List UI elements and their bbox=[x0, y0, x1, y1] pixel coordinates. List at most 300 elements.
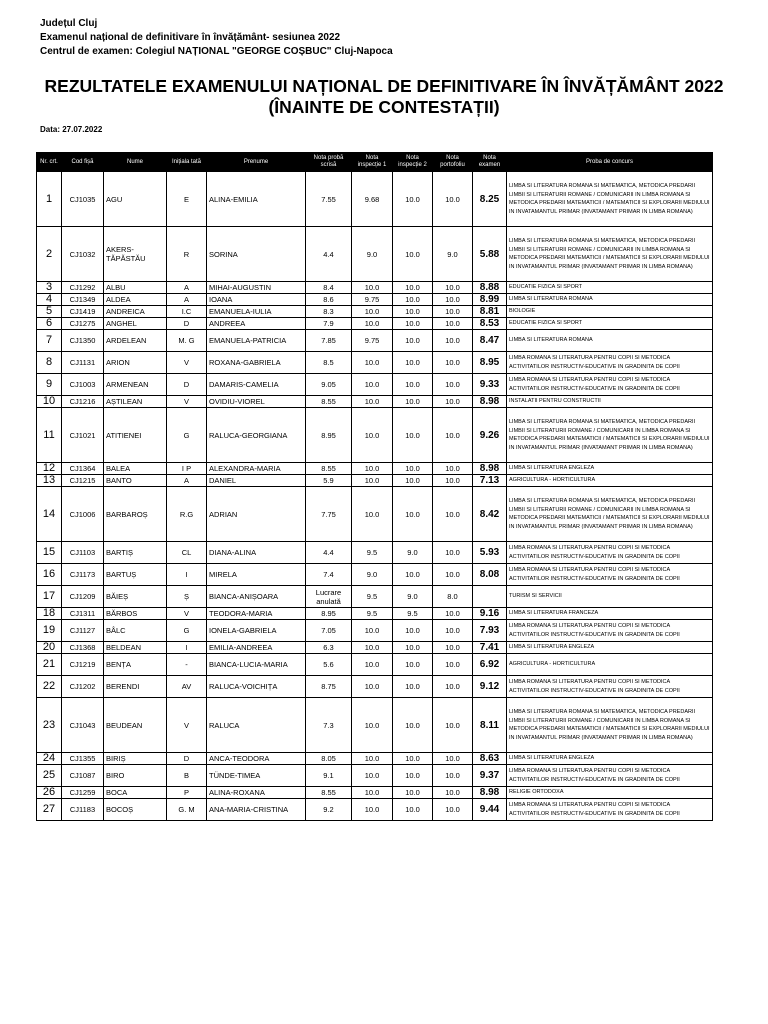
row-number-cell: 17 bbox=[37, 586, 62, 608]
table-row bbox=[37, 396, 713, 408]
nota-inspectie-2-cell: 10.0 bbox=[393, 654, 433, 676]
nota-examen-cell: 8.88 bbox=[473, 282, 507, 294]
nota-inspectie-2-cell: 10.0 bbox=[393, 396, 433, 408]
initiala-tata-cell: AV bbox=[167, 676, 207, 698]
nota-inspectie-1-cell: 9.68 bbox=[352, 172, 393, 227]
nume-cell: ARION bbox=[104, 352, 167, 374]
nota-inspectie-2-cell: 10.0 bbox=[393, 352, 433, 374]
proba-de-concurs-cell: LIMBA SI LITERATURA ROMANA SI MATEMATICA, METODICA PREDARII LIMBII SI LITERATURII ROMANE / COMUNICARII IN LIMBA ROMANA SI METODICA PREDARII MATEMATICII / MATEMATICII SI EXPLORARII MEDIULUI IN INVATAMANTUL PRIMAR (INVATAMANT PRIMAR IN LIMBA ROMANA) bbox=[507, 408, 713, 463]
prenume-cell: ANCA-TEODORA bbox=[207, 753, 306, 765]
cod-fisa-cell: CJ1350 bbox=[62, 330, 104, 352]
initiala-tata-cell: B bbox=[167, 765, 207, 787]
col-header-initiala: Inițiala tată bbox=[167, 153, 207, 172]
nota-proba-scrisa-cell: 7.05 bbox=[306, 620, 352, 642]
nota-examen-cell: 8.53 bbox=[473, 318, 507, 330]
table-row bbox=[37, 318, 713, 330]
cod-fisa-cell: CJ1006 bbox=[62, 487, 104, 542]
nume-cell: ATITIENEI bbox=[104, 408, 167, 463]
nota-inspectie-1-cell: 10.0 bbox=[352, 642, 393, 654]
nume-cell: BĂRBOS bbox=[104, 608, 167, 620]
nota-proba-scrisa-cell: 7.75 bbox=[306, 487, 352, 542]
cod-fisa-cell: CJ1103 bbox=[62, 542, 104, 564]
nota-inspectie-2-cell: 10.0 bbox=[393, 282, 433, 294]
nota-examen-cell: 5.88 bbox=[473, 227, 507, 282]
prenume-cell: MIHAI-AUGUSTIN bbox=[207, 282, 306, 294]
nume-cell: BARBAROȘ bbox=[104, 487, 167, 542]
nume-cell: BARTIȘ bbox=[104, 542, 167, 564]
col-header-portofoliu: Nota portofoliu bbox=[433, 153, 473, 172]
col-header-inspectie-2: Nota inspecție 2 bbox=[393, 153, 433, 172]
nume-cell: ALDEA bbox=[104, 294, 167, 306]
initiala-tata-cell: D bbox=[167, 753, 207, 765]
nota-portofoliu-cell: 10.0 bbox=[433, 374, 473, 396]
proba-de-concurs-cell: LIMBA SI LITERATURA ROMANA bbox=[507, 294, 713, 306]
nota-inspectie-2-cell: 10.0 bbox=[393, 374, 433, 396]
col-header-cod: Cod fișă bbox=[62, 153, 104, 172]
nota-proba-scrisa-cell: 7.85 bbox=[306, 330, 352, 352]
cod-fisa-cell: CJ1209 bbox=[62, 586, 104, 608]
nota-inspectie-2-cell: 10.0 bbox=[393, 753, 433, 765]
proba-de-concurs-cell: LIMBA ROMANA SI LITERATURA PENTRU COPII SI METODICA ACTIVITATILOR INSTRUCTIV-EDUCATIVE IN GRADINITA DE COPII bbox=[507, 620, 713, 642]
nota-portofoliu-cell: 10.0 bbox=[433, 463, 473, 475]
initiala-tata-cell: A bbox=[167, 475, 207, 487]
row-number-cell: 7 bbox=[37, 330, 62, 352]
row-number-cell: 1 bbox=[37, 172, 62, 227]
nota-inspectie-2-cell: 10.0 bbox=[393, 698, 433, 753]
nota-proba-scrisa-cell: 4.4 bbox=[306, 542, 352, 564]
nota-inspectie-2-cell: 9.0 bbox=[393, 542, 433, 564]
page-title bbox=[0, 76, 768, 118]
prenume-cell: DANIEL bbox=[207, 475, 306, 487]
prenume-cell: EMANUELA-PATRICIA bbox=[207, 330, 306, 352]
nume-cell: AGU bbox=[104, 172, 167, 227]
cod-fisa-cell: CJ1215 bbox=[62, 475, 104, 487]
nota-examen-cell: 9.37 bbox=[473, 765, 507, 787]
cod-fisa-cell: CJ1131 bbox=[62, 352, 104, 374]
cod-fisa-cell: CJ1202 bbox=[62, 676, 104, 698]
table-row bbox=[37, 564, 713, 586]
nota-proba-scrisa-cell: 5.6 bbox=[306, 654, 352, 676]
nota-examen-cell: 8.63 bbox=[473, 753, 507, 765]
initiala-tata-cell: R bbox=[167, 227, 207, 282]
nota-inspectie-1-cell: 10.0 bbox=[352, 799, 393, 821]
table-row bbox=[37, 787, 713, 799]
initiala-tata-cell: A bbox=[167, 294, 207, 306]
nota-examen-cell: 8.99 bbox=[473, 294, 507, 306]
row-number-cell: 18 bbox=[37, 608, 62, 620]
nota-portofoliu-cell: 10.0 bbox=[433, 306, 473, 318]
nota-inspectie-1-cell: 9.75 bbox=[352, 294, 393, 306]
table-row bbox=[37, 799, 713, 821]
prenume-cell: SORINA bbox=[207, 227, 306, 282]
nota-inspectie-1-cell: 9.75 bbox=[352, 330, 393, 352]
row-number-cell: 14 bbox=[37, 487, 62, 542]
nota-portofoliu-cell: 10.0 bbox=[433, 765, 473, 787]
document-header bbox=[40, 17, 393, 59]
prenume-cell: RALUCA-VOICHIȚA bbox=[207, 676, 306, 698]
initiala-tata-cell: G. M bbox=[167, 799, 207, 821]
prenume-cell: DAMARIS-CAMELIA bbox=[207, 374, 306, 396]
proba-de-concurs-cell: LIMBA SI LITERATURA ROMANA bbox=[507, 330, 713, 352]
nota-examen-cell bbox=[473, 586, 507, 608]
row-number-cell: 2 bbox=[37, 227, 62, 282]
nota-inspectie-1-cell: 10.0 bbox=[352, 787, 393, 799]
table-row bbox=[37, 282, 713, 294]
nota-portofoliu-cell: 10.0 bbox=[433, 352, 473, 374]
nota-proba-scrisa-cell: Lucrare anulată bbox=[306, 586, 352, 608]
nota-proba-scrisa-cell: 7.3 bbox=[306, 698, 352, 753]
nota-portofoliu-cell: 10.0 bbox=[433, 487, 473, 542]
title-line-2: (ÎNAINTE DE CONTESTAȚII) bbox=[268, 97, 500, 117]
proba-de-concurs-cell: INSTALATII PENTRU CONSTRUCTII bbox=[507, 396, 713, 408]
proba-de-concurs-cell: LIMBA ROMANA SI LITERATURA PENTRU COPII SI METODICA ACTIVITATILOR INSTRUCTIV-EDUCATIVE IN GRADINITA DE COPII bbox=[507, 799, 713, 821]
nota-inspectie-1-cell: 10.0 bbox=[352, 463, 393, 475]
nota-examen-cell: 8.98 bbox=[473, 463, 507, 475]
nota-portofoliu-cell: 10.0 bbox=[433, 620, 473, 642]
row-number-cell: 21 bbox=[37, 654, 62, 676]
table-header-row bbox=[37, 153, 713, 172]
proba-de-concurs-cell: LIMBA ROMANA SI LITERATURA PENTRU COPII SI METODICA ACTIVITATILOR INSTRUCTIV-EDUCATIVE IN GRADINITA DE COPII bbox=[507, 676, 713, 698]
county-line: Județul Cluj bbox=[40, 18, 98, 29]
proba-de-concurs-cell: AGRICULTURA - HORTICULTURA bbox=[507, 654, 713, 676]
initiala-tata-cell: I P bbox=[167, 463, 207, 475]
nume-cell: ANDREICA bbox=[104, 306, 167, 318]
nota-proba-scrisa-cell: 8.05 bbox=[306, 753, 352, 765]
nota-portofoliu-cell: 9.0 bbox=[433, 227, 473, 282]
initiala-tata-cell: G bbox=[167, 408, 207, 463]
nota-proba-scrisa-cell: 8.55 bbox=[306, 463, 352, 475]
table-row bbox=[37, 765, 713, 787]
col-header-nota-scrisa: Nota probă scrisă bbox=[306, 153, 352, 172]
cod-fisa-cell: CJ1419 bbox=[62, 306, 104, 318]
prenume-cell: TÜNDE-TIMEA bbox=[207, 765, 306, 787]
nota-examen-cell: 9.12 bbox=[473, 676, 507, 698]
table-row bbox=[37, 306, 713, 318]
nume-cell: BOCOȘ bbox=[104, 799, 167, 821]
row-number-cell: 6 bbox=[37, 318, 62, 330]
cod-fisa-cell: CJ1183 bbox=[62, 799, 104, 821]
cod-fisa-cell: CJ1043 bbox=[62, 698, 104, 753]
nota-inspectie-2-cell: 10.0 bbox=[393, 227, 433, 282]
nota-portofoliu-cell: 10.0 bbox=[433, 654, 473, 676]
nota-examen-cell: 8.08 bbox=[473, 564, 507, 586]
nota-inspectie-2-cell: 10.0 bbox=[393, 318, 433, 330]
initiala-tata-cell: Ș bbox=[167, 586, 207, 608]
nota-inspectie-1-cell: 10.0 bbox=[352, 352, 393, 374]
nota-portofoliu-cell: 10.0 bbox=[433, 698, 473, 753]
nota-portofoliu-cell: 8.0 bbox=[433, 586, 473, 608]
nota-examen-cell: 7.93 bbox=[473, 620, 507, 642]
row-number-cell: 19 bbox=[37, 620, 62, 642]
nota-proba-scrisa-cell: 8.5 bbox=[306, 352, 352, 374]
proba-de-concurs-cell: EDUCATIE FIZICA SI SPORT bbox=[507, 318, 713, 330]
nota-proba-scrisa-cell: 8.6 bbox=[306, 294, 352, 306]
nota-examen-cell: 7.13 bbox=[473, 475, 507, 487]
cod-fisa-cell: CJ1173 bbox=[62, 564, 104, 586]
prenume-cell: MIRELA bbox=[207, 564, 306, 586]
nume-cell: BIRO bbox=[104, 765, 167, 787]
cod-fisa-cell: CJ1368 bbox=[62, 642, 104, 654]
nota-proba-scrisa-cell: 8.75 bbox=[306, 676, 352, 698]
nota-inspectie-1-cell: 9.5 bbox=[352, 542, 393, 564]
nota-inspectie-2-cell: 10.0 bbox=[393, 475, 433, 487]
row-number-cell: 15 bbox=[37, 542, 62, 564]
nota-examen-cell: 9.26 bbox=[473, 408, 507, 463]
row-number-cell: 16 bbox=[37, 564, 62, 586]
nota-examen-cell: 8.98 bbox=[473, 787, 507, 799]
cod-fisa-cell: CJ1311 bbox=[62, 608, 104, 620]
nota-inspectie-1-cell: 10.0 bbox=[352, 318, 393, 330]
row-number-cell: 13 bbox=[37, 475, 62, 487]
cod-fisa-cell: CJ1292 bbox=[62, 282, 104, 294]
nota-inspectie-2-cell: 10.0 bbox=[393, 564, 433, 586]
nota-inspectie-2-cell: 10.0 bbox=[393, 642, 433, 654]
col-header-nume: Nume bbox=[104, 153, 167, 172]
cod-fisa-cell: CJ1219 bbox=[62, 654, 104, 676]
results-table bbox=[36, 152, 713, 821]
table-row bbox=[37, 586, 713, 608]
proba-de-concurs-cell: RELIGIE ORTODOXA bbox=[507, 787, 713, 799]
nota-inspectie-1-cell: 10.0 bbox=[352, 698, 393, 753]
row-number-cell: 10 bbox=[37, 396, 62, 408]
table-row bbox=[37, 608, 713, 620]
table-row bbox=[37, 227, 713, 282]
row-number-cell: 8 bbox=[37, 352, 62, 374]
nota-proba-scrisa-cell: 8.4 bbox=[306, 282, 352, 294]
nota-examen-cell: 8.25 bbox=[473, 172, 507, 227]
nota-proba-scrisa-cell: 5.9 bbox=[306, 475, 352, 487]
initiala-tata-cell: D bbox=[167, 374, 207, 396]
nume-cell: BEUDEAN bbox=[104, 698, 167, 753]
nota-inspectie-2-cell: 10.0 bbox=[393, 463, 433, 475]
cod-fisa-cell: CJ1275 bbox=[62, 318, 104, 330]
nota-proba-scrisa-cell: 9.1 bbox=[306, 765, 352, 787]
proba-de-concurs-cell: LIMBA ROMANA SI LITERATURA PENTRU COPII SI METODICA ACTIVITATILOR INSTRUCTIV-EDUCATIVE IN GRADINITA DE COPII bbox=[507, 564, 713, 586]
nota-inspectie-2-cell: 10.0 bbox=[393, 408, 433, 463]
nota-examen-cell: 5.93 bbox=[473, 542, 507, 564]
proba-de-concurs-cell: LIMBA SI LITERATURA ENGLEZA bbox=[507, 642, 713, 654]
nume-cell: ALBU bbox=[104, 282, 167, 294]
nota-proba-scrisa-cell: 8.95 bbox=[306, 408, 352, 463]
nota-inspectie-1-cell: 10.0 bbox=[352, 765, 393, 787]
nume-cell: AKERS-TĂPĂSTĂU bbox=[104, 227, 167, 282]
nota-inspectie-2-cell: 10.0 bbox=[393, 487, 433, 542]
proba-de-concurs-cell: LIMBA SI LITERATURA ROMANA SI MATEMATICA, METODICA PREDARII LIMBII SI LITERATURII ROMANE / COMUNICARII IN LIMBA ROMANA SI METODICA PREDARII MATEMATICII / MATEMATICII SI EXPLORARII MEDIULUI IN INVATAMANTUL PRIMAR (INVATAMANT PRIMAR IN LIMBA ROMANA) bbox=[507, 227, 713, 282]
col-header-prenume: Prenume bbox=[207, 153, 306, 172]
table-row bbox=[37, 620, 713, 642]
row-number-cell: 3 bbox=[37, 282, 62, 294]
nota-proba-scrisa-cell: 8.3 bbox=[306, 306, 352, 318]
proba-de-concurs-cell: LIMBA SI LITERATURA FRANCEZA bbox=[507, 608, 713, 620]
nota-portofoliu-cell: 10.0 bbox=[433, 564, 473, 586]
nume-cell: BENȚA bbox=[104, 654, 167, 676]
nota-inspectie-2-cell: 10.0 bbox=[393, 306, 433, 318]
document-date: Data: 27.07.2022 bbox=[40, 125, 103, 134]
nota-examen-cell: 9.16 bbox=[473, 608, 507, 620]
nota-portofoliu-cell: 10.0 bbox=[433, 608, 473, 620]
nota-portofoliu-cell: 10.0 bbox=[433, 799, 473, 821]
proba-de-concurs-cell: LIMBA SI LITERATURA ROMANA SI MATEMATICA, METODICA PREDARII LIMBII SI LITERATURII ROMANE / COMUNICARII IN LIMBA ROMANA SI METODICA PREDARII MATEMATICII / MATEMATICII SI EXPLORARII MEDIULUI IN INVATAMANTUL PRIMAR (INVATAMANT PRIMAR IN LIMBA ROMANA) bbox=[507, 487, 713, 542]
prenume-cell: TEODORA-MARIA bbox=[207, 608, 306, 620]
row-number-cell: 27 bbox=[37, 799, 62, 821]
prenume-cell: ALINA-ROXANA bbox=[207, 787, 306, 799]
cod-fisa-cell: CJ1259 bbox=[62, 787, 104, 799]
initiala-tata-cell: V bbox=[167, 352, 207, 374]
nota-portofoliu-cell: 10.0 bbox=[433, 408, 473, 463]
row-number-cell: 9 bbox=[37, 374, 62, 396]
proba-de-concurs-cell: LIMBA SI LITERATURA ENGLEZA bbox=[507, 753, 713, 765]
nume-cell: ANGHEL bbox=[104, 318, 167, 330]
cod-fisa-cell: CJ1127 bbox=[62, 620, 104, 642]
table-row bbox=[37, 542, 713, 564]
nume-cell: BARTUȘ bbox=[104, 564, 167, 586]
initiala-tata-cell: G bbox=[167, 620, 207, 642]
initiala-tata-cell: CL bbox=[167, 542, 207, 564]
nota-inspectie-1-cell: 10.0 bbox=[352, 306, 393, 318]
nota-proba-scrisa-cell: 8.95 bbox=[306, 608, 352, 620]
nume-cell: BELDEAN bbox=[104, 642, 167, 654]
nota-inspectie-1-cell: 10.0 bbox=[352, 753, 393, 765]
nota-inspectie-1-cell: 10.0 bbox=[352, 620, 393, 642]
table-row bbox=[37, 698, 713, 753]
cod-fisa-cell: CJ1087 bbox=[62, 765, 104, 787]
nume-cell: BIRIȘ bbox=[104, 753, 167, 765]
cod-fisa-cell: CJ1035 bbox=[62, 172, 104, 227]
cod-fisa-cell: CJ1349 bbox=[62, 294, 104, 306]
proba-de-concurs-cell: LIMBA ROMANA SI LITERATURA PENTRU COPII SI METODICA ACTIVITATILOR INSTRUCTIV-EDUCATIVE IN GRADINITA DE COPII bbox=[507, 542, 713, 564]
col-header-nr: Nr. crt. bbox=[37, 153, 62, 172]
table-row bbox=[37, 475, 713, 487]
prenume-cell: ADRIAN bbox=[207, 487, 306, 542]
prenume-cell: RALUCA bbox=[207, 698, 306, 753]
row-number-cell: 12 bbox=[37, 463, 62, 475]
nota-examen-cell: 8.42 bbox=[473, 487, 507, 542]
nota-portofoliu-cell: 10.0 bbox=[433, 396, 473, 408]
row-number-cell: 4 bbox=[37, 294, 62, 306]
nota-inspectie-2-cell: 10.0 bbox=[393, 765, 433, 787]
table-row bbox=[37, 408, 713, 463]
nota-inspectie-2-cell: 10.0 bbox=[393, 620, 433, 642]
proba-de-concurs-cell: LIMBA ROMANA SI LITERATURA PENTRU COPII SI METODICA ACTIVITATILOR INSTRUCTIV-EDUCATIVE IN GRADINITA DE COPII bbox=[507, 765, 713, 787]
nota-proba-scrisa-cell: 8.55 bbox=[306, 787, 352, 799]
proba-de-concurs-cell: LIMBA SI LITERATURA ENGLEZA bbox=[507, 463, 713, 475]
table-row bbox=[37, 487, 713, 542]
table-row bbox=[37, 642, 713, 654]
table-row bbox=[37, 172, 713, 227]
initiala-tata-cell: I bbox=[167, 642, 207, 654]
nota-portofoliu-cell: 10.0 bbox=[433, 318, 473, 330]
nota-proba-scrisa-cell: 7.4 bbox=[306, 564, 352, 586]
prenume-cell: ALINA-EMILIA bbox=[207, 172, 306, 227]
nota-inspectie-2-cell: 10.0 bbox=[393, 330, 433, 352]
nota-examen-cell: 8.98 bbox=[473, 396, 507, 408]
nota-portofoliu-cell: 10.0 bbox=[433, 676, 473, 698]
cod-fisa-cell: CJ1003 bbox=[62, 374, 104, 396]
nota-proba-scrisa-cell: 7.9 bbox=[306, 318, 352, 330]
row-number-cell: 11 bbox=[37, 408, 62, 463]
nota-examen-cell: 6.92 bbox=[473, 654, 507, 676]
nota-examen-cell: 9.44 bbox=[473, 799, 507, 821]
nota-inspectie-1-cell: 10.0 bbox=[352, 487, 393, 542]
initiala-tata-cell: M. G bbox=[167, 330, 207, 352]
initiala-tata-cell: R.G bbox=[167, 487, 207, 542]
cod-fisa-cell: CJ1032 bbox=[62, 227, 104, 282]
initiala-tata-cell: V bbox=[167, 698, 207, 753]
nota-examen-cell: 8.81 bbox=[473, 306, 507, 318]
proba-de-concurs-cell: TURISM SI SERVICII bbox=[507, 586, 713, 608]
initiala-tata-cell: P bbox=[167, 787, 207, 799]
table-row bbox=[37, 654, 713, 676]
nota-inspectie-1-cell: 9.0 bbox=[352, 227, 393, 282]
prenume-cell: BIANCA-LUCIA-MARIA bbox=[207, 654, 306, 676]
nota-inspectie-1-cell: 10.0 bbox=[352, 408, 393, 463]
nota-examen-cell: 8.11 bbox=[473, 698, 507, 753]
nota-proba-scrisa-cell: 6.3 bbox=[306, 642, 352, 654]
nota-inspectie-2-cell: 10.0 bbox=[393, 676, 433, 698]
nota-portofoliu-cell: 10.0 bbox=[433, 642, 473, 654]
nume-cell: AȘTILEAN bbox=[104, 396, 167, 408]
nota-portofoliu-cell: 10.0 bbox=[433, 282, 473, 294]
nota-proba-scrisa-cell: 9.05 bbox=[306, 374, 352, 396]
initiala-tata-cell: I.C bbox=[167, 306, 207, 318]
initiala-tata-cell: - bbox=[167, 654, 207, 676]
initiala-tata-cell: V bbox=[167, 608, 207, 620]
table-row bbox=[37, 374, 713, 396]
nume-cell: BÂLC bbox=[104, 620, 167, 642]
nume-cell: BOCA bbox=[104, 787, 167, 799]
prenume-cell: DIANA-ALINA bbox=[207, 542, 306, 564]
nota-inspectie-1-cell: 10.0 bbox=[352, 475, 393, 487]
initiala-tata-cell: A bbox=[167, 282, 207, 294]
nume-cell: BALEA bbox=[104, 463, 167, 475]
prenume-cell: IOANA bbox=[207, 294, 306, 306]
cod-fisa-cell: CJ1021 bbox=[62, 408, 104, 463]
nota-proba-scrisa-cell: 7.55 bbox=[306, 172, 352, 227]
proba-de-concurs-cell: EDUCATIE FIZICA SI SPORT bbox=[507, 282, 713, 294]
nume-cell: ARMENEAN bbox=[104, 374, 167, 396]
initiala-tata-cell: D bbox=[167, 318, 207, 330]
nota-examen-cell: 9.33 bbox=[473, 374, 507, 396]
nota-inspectie-2-cell: 9.0 bbox=[393, 586, 433, 608]
table-row bbox=[37, 330, 713, 352]
nota-examen-cell: 8.95 bbox=[473, 352, 507, 374]
proba-de-concurs-cell: LIMBA ROMANA SI LITERATURA PENTRU COPII SI METODICA ACTIVITATILOR INSTRUCTIV-EDUCATIVE IN GRADINITA DE COPII bbox=[507, 374, 713, 396]
nota-inspectie-1-cell: 10.0 bbox=[352, 282, 393, 294]
proba-de-concurs-cell: LIMBA ROMANA SI LITERATURA PENTRU COPII SI METODICA ACTIVITATILOR INSTRUCTIV-EDUCATIVE IN GRADINITA DE COPII bbox=[507, 352, 713, 374]
nota-inspectie-2-cell: 9.5 bbox=[393, 608, 433, 620]
cod-fisa-cell: CJ1355 bbox=[62, 753, 104, 765]
exam-center-line: Centrul de examen: Colegiul NAȚIONAL "GEORGE COȘBUC" Cluj-Napoca bbox=[40, 46, 393, 57]
initiala-tata-cell: E bbox=[167, 172, 207, 227]
nota-inspectie-1-cell: 10.0 bbox=[352, 676, 393, 698]
prenume-cell: RALUCA-GEORGIANA bbox=[207, 408, 306, 463]
table-row bbox=[37, 676, 713, 698]
cod-fisa-cell: CJ1216 bbox=[62, 396, 104, 408]
nota-portofoliu-cell: 10.0 bbox=[433, 542, 473, 564]
row-number-cell: 20 bbox=[37, 642, 62, 654]
nota-proba-scrisa-cell: 9.2 bbox=[306, 799, 352, 821]
nota-portofoliu-cell: 10.0 bbox=[433, 753, 473, 765]
nota-portofoliu-cell: 10.0 bbox=[433, 330, 473, 352]
initiala-tata-cell: I bbox=[167, 564, 207, 586]
nota-portofoliu-cell: 10.0 bbox=[433, 787, 473, 799]
col-header-inspectie-1: Nota inspecție 1 bbox=[352, 153, 393, 172]
nota-inspectie-2-cell: 10.0 bbox=[393, 787, 433, 799]
nume-cell: BĂIEȘ bbox=[104, 586, 167, 608]
nume-cell: ARDELEAN bbox=[104, 330, 167, 352]
nume-cell: BERENDI bbox=[104, 676, 167, 698]
nota-examen-cell: 8.47 bbox=[473, 330, 507, 352]
